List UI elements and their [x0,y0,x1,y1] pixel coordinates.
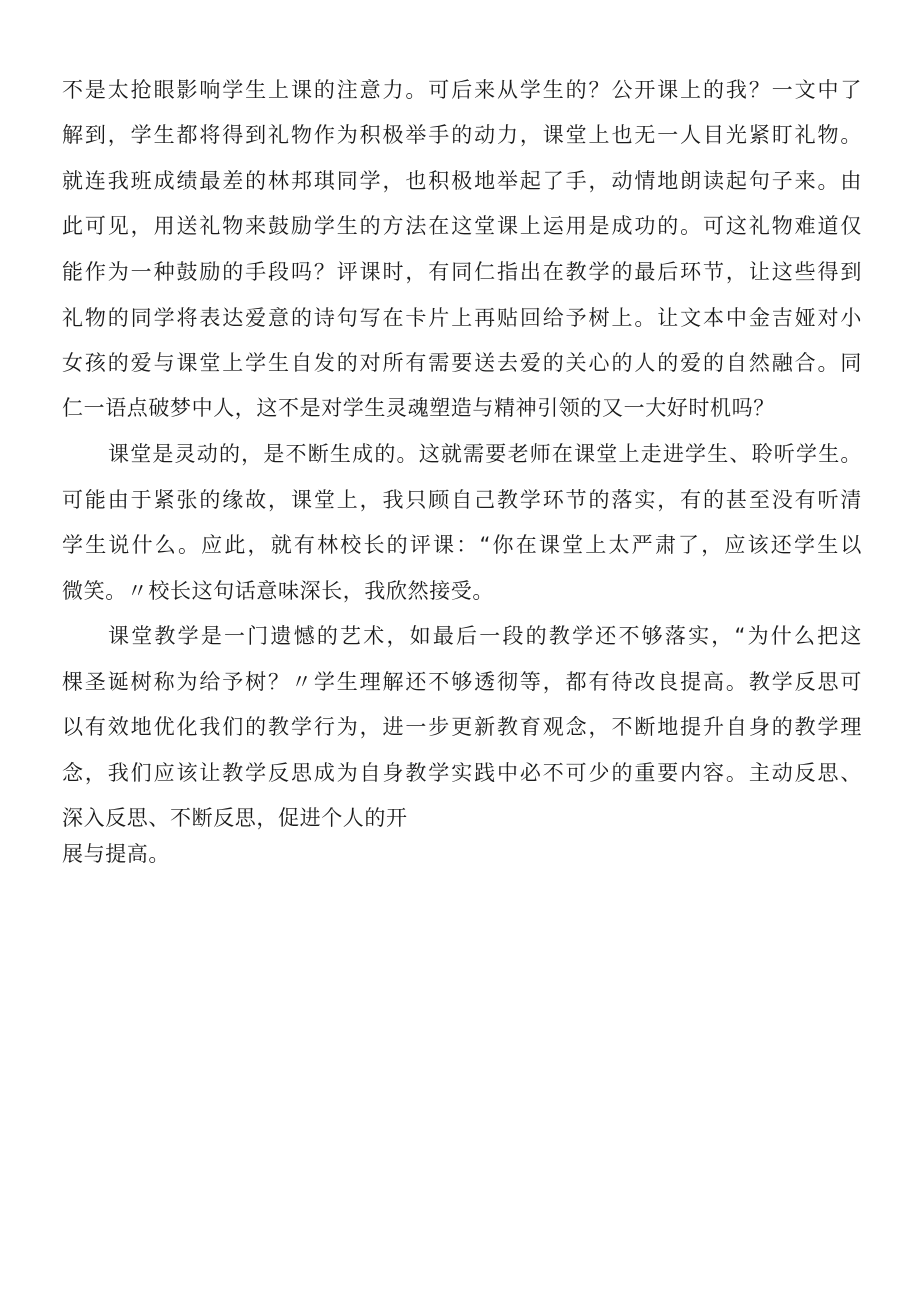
text-line: 棵圣诞树称为给予树？〃学生理解还不够透彻等，都有待改良提高。教学反思可 [62,670,862,694]
text-line: 学生说什么。应此，就有林校长的评课：“你在课堂上太严肃了，应该还学生以 [62,533,862,557]
text-line: 以有效地优化我们的教学行为，进一步更新教育观念，不断地提升自身的教学理 [62,715,862,739]
text-line: 课堂是灵动的，是不断生成的。这就需要老师在课堂上走进学生、聆听学生。 [108,442,862,466]
text-line: 课堂教学是一门遗憾的艺术，如最后一段的教学还不够落实，“为什么把这 [108,624,862,648]
text-line: 解到，学生都将得到礼物作为积极举手的动力，课堂上也无一人目光紧盯礼物。 [62,123,862,147]
text-line: 女孩的爱与课堂上学生自发的对所有需要送去爱的关心的人的爱的自然融合。同 [62,351,862,375]
text-line: 深入反思、不断反思，促进个人的开 [62,806,408,830]
text-line: 仁一语点破梦中人，这不是对学生灵魂塑造与精神引领的又一大好时机吗？ [62,396,775,420]
text-line: 就连我班成绩最差的林邦琪同学，也积极地举起了手，动情地朗读起句子来。由 [62,169,862,193]
text-line: 可能由于紧张的缘故，课堂上，我只顾自己教学环节的落实，有的甚至没有听清 [62,488,862,512]
text-line: 礼物的同学将表达爱意的诗句写在卡片上再贴回给予树上。让文本中金吉娅对小 [62,306,862,330]
text-line: 此可见，用送礼物来鼓励学生的方法在这堂课上运用是成功的。可这礼物难道仅 [62,214,862,238]
text-line: 念，我们应该让教学反思成为自身教学实践中必不可少的重要内容。主动反思、 [62,761,862,785]
text-line: 能作为一种鼓励的手段吗？评课时，有同仁指出在教学的最后环节，让这些得到 [62,260,862,284]
text-line: 微笑。〃校长这句话意味深长，我欣然接受。 [62,579,494,603]
text-line: 不是太抢眼影响学生上课的注意力。可后来从学生的？公开课上的我？一文中了 [62,78,862,102]
text-line: 展与提高。 [62,842,170,866]
